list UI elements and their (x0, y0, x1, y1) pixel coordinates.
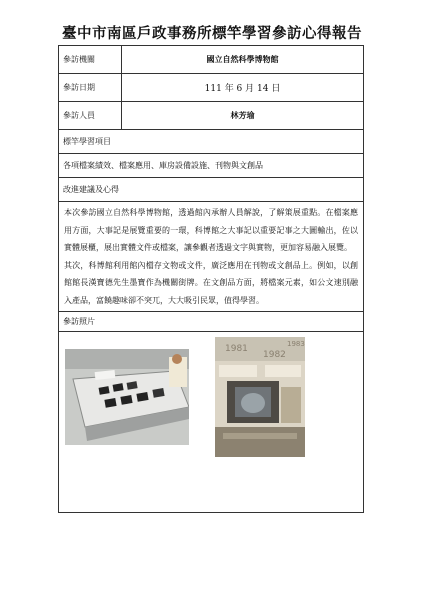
row-photos (59, 332, 364, 513)
photos-cell (59, 332, 364, 513)
row-institution (59, 46, 364, 74)
photo-text-1983: 1983 (287, 340, 305, 348)
photo-archive-drawer (65, 349, 189, 445)
row-photos-label (59, 312, 364, 332)
row-body (59, 202, 364, 312)
paragraph-2: 其次，科博館利用館內檔存文物或文件，廣泛應用在刊物或文創品上。例如，以創館館長漢寶德先生墨寶作為機關街牌。在文創品方面，將檔案元素，如公文速別融入產品，富饒趣味卻不突兀，大大吸引民眾，值得學習。 (64, 260, 358, 305)
photo-exhibit-wall-image (215, 337, 305, 457)
date-value: 111 年 6 月 14 日 (122, 74, 364, 102)
row-person (59, 102, 364, 130)
report-title: 臺中市南區戶政事務所標竿學習參訪心得報告 (62, 26, 362, 42)
photo-exhibit-wall (215, 337, 305, 457)
row-items-label (59, 130, 364, 154)
row-date (59, 74, 364, 102)
row-items-value (59, 154, 364, 178)
items-value: 各項檔案績效、檔案應用、庫房設備設施、刊物與文創品 (59, 154, 364, 178)
paragraph-1: 本次參訪國立自然科學博物館，透過館內承辦人員解說，了解策展重點。在檔案應用方面，大事記是展覽重要的一環，科博館之大事記以重要記事之大圖輸出，佐以實體展櫃，展出實體文件或檔案，讓參觀者透過文字與實物，更加容易融入展覽。 (64, 208, 358, 252)
photo-text-1982: 1982 (263, 350, 286, 360)
report-table (58, 45, 364, 513)
photo-text-1981: 1981 (225, 344, 248, 354)
person-label: 參訪人員 (59, 102, 122, 130)
institution-label: 參訪機關 (59, 46, 122, 74)
person-value: 林芳瑜 (122, 102, 364, 130)
row-suggest-label (59, 178, 364, 202)
photos-container (63, 337, 359, 507)
photo-archive-drawer-image (65, 349, 189, 445)
items-label: 標竿學習項目 (59, 130, 364, 154)
date-label: 參訪日期 (59, 74, 122, 102)
body-cell (59, 202, 364, 312)
institution-value: 國立自然科學博物館 (122, 46, 364, 74)
suggest-label: 改進建議及心得 (59, 178, 364, 202)
photos-label: 參訪照片 (59, 312, 364, 332)
